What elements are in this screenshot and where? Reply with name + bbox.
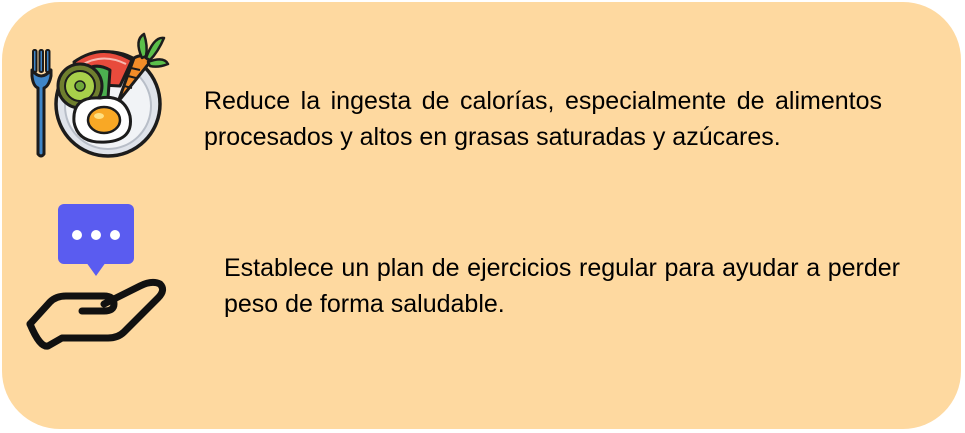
tip-text-exercise: Establece un plan de ejercicios regular para ayudar a perder peso de forma saludable. [224, 254, 900, 318]
hand-chat-icon [22, 200, 172, 352]
fork-icon [32, 50, 51, 156]
chat-bubble-icon [58, 204, 134, 276]
food-plate-icon [22, 24, 172, 164]
tips-card [2, 2, 961, 429]
hand-icon [30, 282, 163, 346]
tip-text-calories: Reduce la ingesta de calorías, especialmente de alimentos procesados y altos en grasas saturadas y azúcares. [204, 87, 882, 151]
plate-icon [56, 34, 168, 156]
